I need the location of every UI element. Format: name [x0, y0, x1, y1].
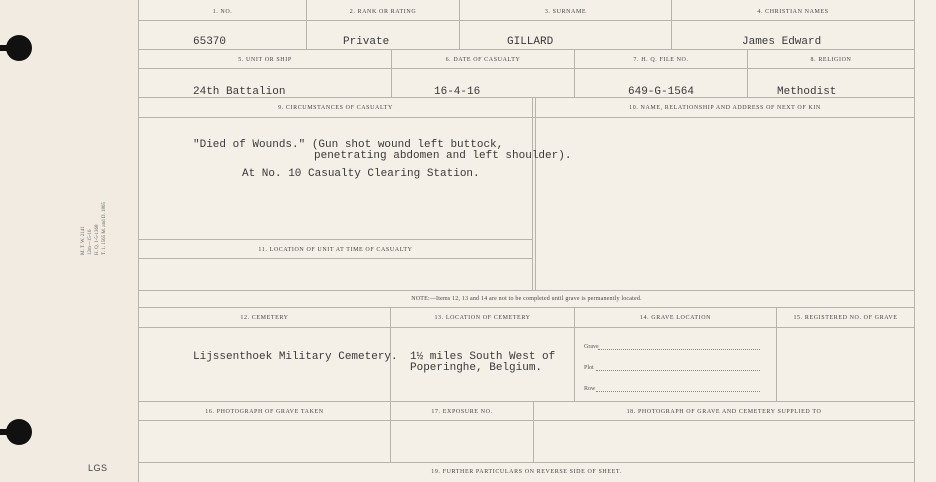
value-location-cemetery-1: 1½ miles South West of	[410, 351, 556, 363]
header-hq: 7. H. Q. FILE NO.	[633, 57, 689, 63]
header-circumstances: 9. CIRCUMSTANCES OF CASUALTY	[278, 105, 393, 111]
header-photo-supplied: 18. PHOTOGRAPH OF GRAVE AND CEMETERY SUPPLIED TO	[626, 409, 822, 415]
rule	[138, 327, 914, 328]
row-line	[596, 391, 760, 392]
note-text: NOTE:—Items 12, 13 and 14 are not to be completed until grave is permanently located.	[411, 296, 642, 302]
rule	[306, 0, 307, 49]
punch-hole-bottom-tail	[0, 429, 14, 435]
value-religion: Methodist	[777, 86, 837, 98]
side-line-1: M. T. W. 2141	[81, 226, 86, 255]
side-line-4: T. 1. 1565 M. and D. 1865	[102, 202, 107, 255]
rule	[671, 0, 672, 49]
value-rank: Private	[343, 36, 390, 48]
header-religion: 8. RELIGION	[810, 57, 852, 63]
left-margin	[0, 0, 138, 482]
header-rank: 2. RANK OR RATING	[349, 9, 417, 15]
grave-line	[598, 349, 760, 350]
header-date: 6. DATE OF CASUALTY	[445, 57, 521, 63]
header-next-of-kin: 10. NAME, RELATIONSHIP AND ADDRESS OF NEXT OF KIN	[629, 105, 821, 111]
rule	[138, 258, 532, 259]
side-line-3: H. Q. 1-5-1368	[95, 224, 100, 255]
header-christian: 4. CHRISTIAN NAMES	[757, 9, 829, 15]
rule	[535, 97, 536, 290]
rule	[138, 290, 914, 291]
rule	[138, 401, 914, 402]
rule	[138, 239, 532, 240]
header-no: 1. NO.	[212, 9, 233, 15]
value-hq: 649-G-1564	[628, 86, 695, 98]
rule	[574, 307, 575, 401]
header-cemetery: 12. CEMETERY	[240, 315, 289, 321]
value-unit: 24th Battalion	[193, 86, 286, 98]
value-cemetery: Lijssenthoek Military Cemetery.	[193, 351, 398, 363]
circumstances-line-3: At No. 10 Casualty Clearing Station.	[242, 168, 480, 180]
side-line-2: 12m—15-16	[88, 229, 93, 255]
header-location-unit: 11. LOCATION OF UNIT AT TIME OF CASUALTY	[258, 247, 413, 253]
header-location-cemetery: 13. LOCATION OF CEMETERY	[434, 315, 531, 321]
rule	[532, 97, 533, 290]
header-surname: 3. SURNAME	[544, 9, 587, 15]
value-christian: James Edward	[742, 36, 822, 48]
header-photo-taken: 16. PHOTOGRAPH OF GRAVE TAKEN	[205, 409, 324, 415]
header-grave-location: 14. GRAVE LOCATION	[639, 315, 712, 321]
rule	[138, 20, 914, 21]
header-registered: 15. REGISTERED NO. OF GRAVE	[793, 315, 898, 321]
punch-hole-top-tail	[0, 45, 14, 51]
rule	[138, 420, 914, 421]
further-particulars: 19. FURTHER PARTICULARS ON REVERSE SIDE OF SHEET.	[431, 469, 622, 475]
grave-label: Grave	[584, 344, 599, 350]
value-surname: GILLARD	[507, 36, 554, 48]
rule	[459, 0, 460, 49]
value-location-cemetery-2: Poperinghe, Belgium.	[410, 362, 543, 374]
rule	[914, 0, 915, 482]
value-no: 65370	[193, 36, 227, 48]
plot-label: Plot	[584, 365, 594, 371]
plot-line	[596, 370, 760, 371]
header-exposure: 17. EXPOSURE NO.	[431, 409, 493, 415]
form-reference-side	[80, 175, 108, 255]
header-unit: 5. UNIT OR SHIP	[238, 57, 292, 63]
rule	[138, 307, 914, 308]
value-date: 16-4-16	[434, 86, 481, 98]
rule	[138, 117, 914, 118]
rule	[138, 68, 914, 69]
circumstances-line-1: "Died of Wounds." (Gun shot wound left buttock,	[193, 139, 504, 151]
rule	[138, 49, 914, 50]
row-label: Row	[584, 386, 596, 392]
rule	[776, 307, 777, 401]
circumstances-line-2: penetrating abdomen and left shoulder).	[314, 150, 572, 162]
rule	[138, 462, 914, 463]
footer-code: LGS	[88, 463, 108, 473]
